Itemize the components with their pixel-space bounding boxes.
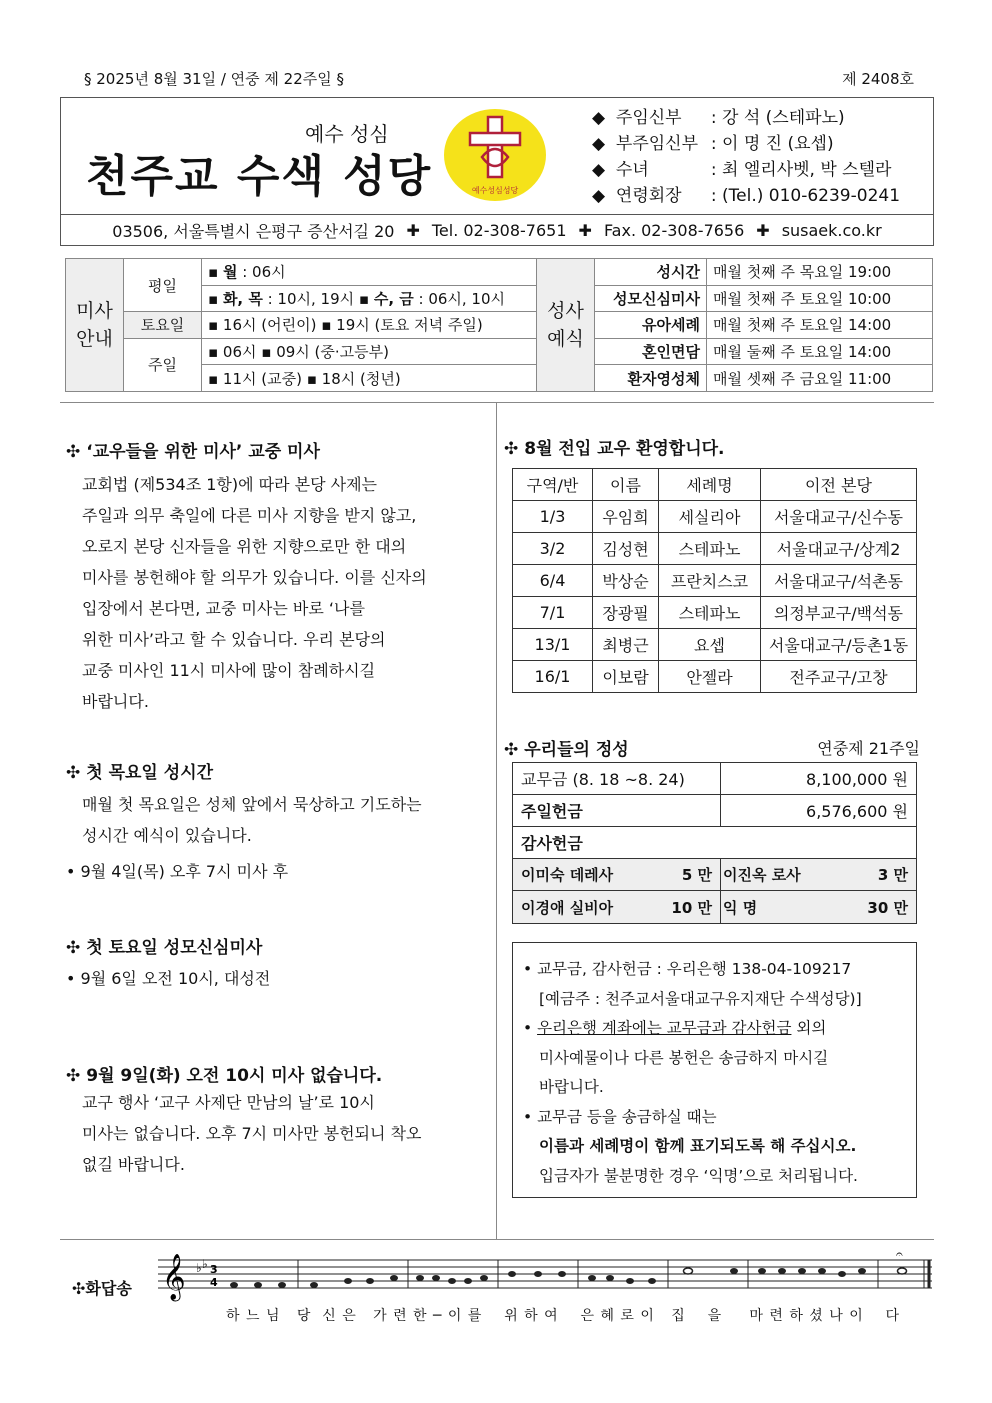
cross-icon: ✣ <box>66 938 81 958</box>
staff-label: 수녀 <box>615 160 649 180</box>
notice-line: • 교무금 등을 송금하실 때는 <box>523 1107 717 1126</box>
address: 03506, 서울특별시 은평구 증산서길 20 <box>112 222 395 241</box>
sacrament-label: 성사 예식 <box>537 259 595 392</box>
weekday-row-2: ▪ 화, 목 : 10시, 19시 ▪ 수, 금 : 06시, 10시 <box>202 285 537 312</box>
svg-text:♭: ♭ <box>196 1261 202 1275</box>
svg-text:𝄐: 𝄐 <box>896 1250 903 1261</box>
cross-icon: ✣ <box>66 442 81 462</box>
staff-row: ◆ 주임신부 : 강 석 (스테파노) <box>592 105 900 131</box>
psalm-label: ✣화답송 <box>72 1279 132 1298</box>
table-row: 16/1 이보람 안젤라 전주교구/고창 <box>513 661 917 693</box>
section-title: ✣ ‘교우들을 위한 미사’ 교중 미사 <box>66 442 320 462</box>
logo-text: 예수성심성당 <box>471 186 519 195</box>
table-row <box>513 827 916 859</box>
saturday-label: 토요일 <box>124 312 202 339</box>
staff-value: : 최 엘리사벳, 박 스텔라 <box>710 160 892 180</box>
notice-box <box>512 942 917 1198</box>
parish-logo-icon <box>442 107 548 203</box>
music-staff <box>158 1250 934 1308</box>
notice-line: 바랍니다. <box>539 1078 604 1096</box>
weekday-row-1: ▪ 월 : 06시 <box>202 259 537 286</box>
donor-amount: 30 만 <box>867 898 908 917</box>
notice-line: • 우리은행 계좌에는 교무금과 감사헌금 외의 <box>523 1019 827 1037</box>
table-header-row <box>513 469 917 501</box>
address-bar <box>60 214 934 246</box>
section-title: ✣ 8월 전입 교우 환영합니다. <box>504 439 725 459</box>
newcomer-table <box>512 468 917 693</box>
notice-line: 입금자가 불분명한 경우 ‘익명’으로 처리됩니다. <box>539 1166 858 1185</box>
divider <box>60 402 934 403</box>
offering-value: 8,100,000 원 <box>806 770 908 789</box>
sacrament-time: 매월 셋째 주 금요일 11:00 <box>707 365 933 392</box>
sacrament-time: 매월 첫째 주 토요일 14:00 <box>707 312 933 339</box>
sacrament-name: 성모신심미사 <box>595 285 707 312</box>
table-row <box>513 891 916 923</box>
tel: Tel. 02-308-7651 <box>431 221 567 240</box>
section-title: ✣ 우리들의 정성 <box>504 740 629 760</box>
sacrament-name: 유아세례 <box>595 312 707 339</box>
column-header: 이전 본당 <box>761 469 917 501</box>
saturday-times: ▪ 16시 (어린이) ▪ 19시 (토요 저녁 주일) <box>202 312 537 339</box>
donor-name: 이경애 실비아 <box>521 898 614 917</box>
staff-row: ◆ 수녀 : 최 엘리사벳, 박 스텔라 <box>592 157 900 183</box>
staff-value: : 이 명 진 (요셉) <box>710 134 834 154</box>
sacrament-time: 매월 둘째 주 토요일 14:00 <box>707 338 933 365</box>
table-row: 7/1 장광필 스테파노 의정부교구/백석동 <box>513 597 917 629</box>
donor-name: 이미숙 데레사 <box>521 866 614 884</box>
column-header: 이름 <box>593 469 659 501</box>
issue-number: 제 2408호 <box>842 70 914 88</box>
sacrament-time: 매월 첫째 주 토요일 10:00 <box>707 285 933 312</box>
donor-amount: 3 만 <box>877 866 908 884</box>
staff-row: ◆ 연령회장 : (Tel.) 010-6239-0241 <box>592 183 900 209</box>
section-title: ✣ 9월 9일(화) 오전 10시 미사 없습니다. <box>66 1066 383 1086</box>
sacrament-name: 혼인면담 <box>595 338 707 365</box>
notice-line: 미사예물이나 다른 봉헌은 송금하지 마시길 <box>539 1048 829 1067</box>
staff-list <box>592 105 900 209</box>
section-body: 매월 첫 목요일은 성체 앞에서 묵상하고 기도하는 성시간 예식이 있습니다. <box>82 795 422 845</box>
donor-name: 이진옥 로사 <box>723 866 801 884</box>
sunday-row-2: ▪ 11시 (교중) ▪ 18시 (청년) <box>202 365 537 392</box>
bullet-item: • 9월 6일 오전 10시, 대성전 <box>66 969 271 988</box>
offering-label: 교무금 (8. 18 ~8. 24) <box>513 763 721 794</box>
offering-table <box>512 762 917 924</box>
bullet-item: • 9월 4일(목) 오후 7시 미사 후 <box>66 862 289 881</box>
notice-line: 이름과 세례명이 함께 표기되도록 해 주십시오. <box>539 1137 857 1155</box>
divider <box>60 1239 934 1240</box>
svg-text:3: 3 <box>210 1263 218 1276</box>
staff-label: 주임신부 <box>615 108 682 128</box>
column-divider <box>496 402 497 1240</box>
staff-label: 부주임신부 <box>615 134 699 154</box>
svg-text:𝄞: 𝄞 <box>162 1254 186 1300</box>
mass-label: 미사 안내 <box>66 259 124 392</box>
notice-line: [예금주 : 천주교서울대교구유지재단 수색성당)] <box>539 989 862 1008</box>
donor-amount: 5 만 <box>681 866 712 884</box>
weekday-label: 평일 <box>124 259 202 312</box>
column-header: 세례명 <box>659 469 761 501</box>
donor-amount: 10 만 <box>671 898 712 917</box>
sunday-row-1: ▪ 06시 ▪ 09시 (중·고등부) <box>202 338 537 365</box>
svg-text:4: 4 <box>210 1276 218 1289</box>
svg-text:♭: ♭ <box>202 1257 208 1271</box>
offering-week: 연중제 21주일 <box>817 739 920 758</box>
section-title: ✣ 첫 목요일 성시간 <box>66 763 214 783</box>
sacrament-name: 환자영성체 <box>595 365 707 392</box>
cross-icon: ✣ <box>66 1066 81 1086</box>
website-link[interactable]: susaek.co.kr <box>781 221 882 240</box>
psalm-lyrics: 하 느 님 당 신 은 가 련 한 ─ 이 를 위 하 여 은 혜 로 이 집 을 마 련 하 셨 나 이 다 <box>226 1308 901 1324</box>
table-row: 6/4 박상순 프란치스코 서울대교구/석촌동 <box>513 565 917 597</box>
date-line: § 2025년 8월 31일 / 연중 제 22주일 § <box>84 70 345 88</box>
table-row <box>513 763 916 795</box>
sunday-label: 주일 <box>124 338 202 391</box>
staff-row: ◆ 부주임신부 : 이 명 진 (요셉) <box>592 131 900 157</box>
column-header: 구역/반 <box>513 469 593 501</box>
notice-line: • 교무금, 감사헌금 : 우리은행 138-04-109217 <box>523 960 852 978</box>
section-body: 교구 행사 ‘교구 사제단 만남의 날’로 10시 미사는 없습니다. 오후 7시 미사만 봉헌되니 착오 없길 바랍니다. <box>82 1093 422 1174</box>
sacrament-name: 성시간 <box>595 259 707 286</box>
offering-label: 주일헌금 <box>513 795 721 826</box>
table-row <box>513 795 916 827</box>
table-row <box>513 859 916 891</box>
parish-title: 천주교 수색 성당 <box>86 151 433 202</box>
staff-value: : 강 석 (스테파노) <box>710 108 845 128</box>
section-title: ✣ 첫 토요일 성모신심미사 <box>66 938 263 958</box>
table-row: 1/3 우임희 세실리아 서울대교구/신수동 <box>513 501 917 533</box>
table-row: 3/2 김성현 스테파노 서울대교구/상계2 <box>513 533 917 565</box>
cross-icon: ✚ <box>578 221 592 240</box>
offering-label: 감사헌금 <box>521 834 583 853</box>
donor-name: 익 명 <box>723 898 758 917</box>
cross-icon: ✣ <box>66 763 81 783</box>
section-body: 교회법 (제534조 1항)에 따라 본당 사제는 주일과 의무 축일에 다른 미사 지향을 받지 않고, 오로지 본당 신자들을 위한 지향으로만 한 대의 미사를 봉헌해야 할 의무가 있습니다. 이를 신자의 입장에서 본다면, 교중 미사는 바로 ‘나를 위한 미사’라고 할 수 있습니다. 우리 본당의 교중 미사인 11시 미사에 많이 참례하시길 바랍니다. <box>82 475 427 711</box>
staff-label: 연령회장 <box>615 186 682 206</box>
table-row: 13/1 최병근 요셉 서울대교구/등촌1동 <box>513 629 917 661</box>
fax: Fax. 02-308-7656 <box>603 221 745 240</box>
sacrament-time: 매월 첫째 주 목요일 19:00 <box>707 259 933 286</box>
cross-icon: ✣ <box>504 439 519 459</box>
mass-schedule-table <box>65 258 933 392</box>
offering-value: 6,576,600 원 <box>806 802 908 821</box>
cross-icon: ✚ <box>756 221 770 240</box>
staff-value: : (Tel.) 010-6239-0241 <box>710 186 901 206</box>
cross-icon: ✚ <box>406 221 420 240</box>
subtitle: 예수 성심 <box>305 122 389 146</box>
cross-icon: ✣ <box>504 740 519 760</box>
